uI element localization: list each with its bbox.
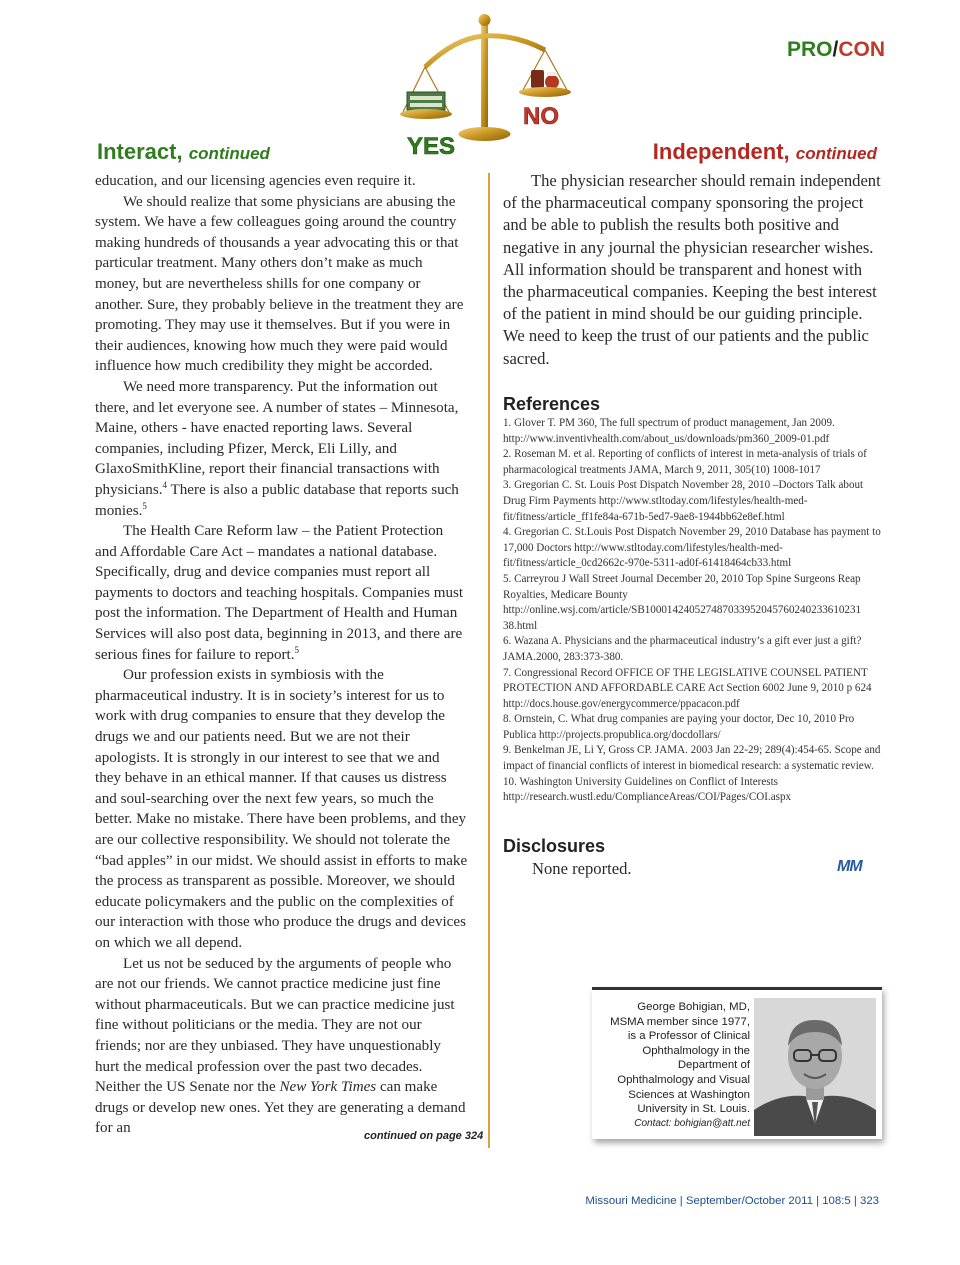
reference-item: 5. Carreyrou J Wall Street Journal December 20, 2010 Top Spine Surgeons Reap Royalties, Medicare Bounty http://online.wsj.com/article/SB100014240527487033952045760240233610231 38.html bbox=[503, 572, 862, 632]
reference-item: 10. Washington University Guidelines on Conflict of Interests http://research.wustl.edu/ComplianceAreas/COI/Pages/COI.aspx bbox=[503, 775, 792, 804]
left-paragraph bbox=[95, 954, 468, 1139]
author-bio bbox=[602, 1000, 750, 1131]
no-label: NO bbox=[523, 103, 559, 130]
transparency-text-b: There is also a public database that reports such monies. bbox=[95, 481, 459, 519]
right-heading-continued: continued bbox=[795, 144, 877, 163]
last-text-b: can make drugs or develop new ones. Yet they are generating a demand for an bbox=[95, 1079, 466, 1137]
procon-banner bbox=[787, 38, 885, 62]
left-heading-continued: continued bbox=[188, 144, 270, 163]
footnote-marker: 4 bbox=[162, 479, 167, 490]
references-list bbox=[503, 416, 883, 806]
transparency-text-a: We need more transparency. Put the information out there, and let everyone see. A number of states – Minnesota, Maine, others - have enacted reporting laws. Several companies, including Pfizer, Merck, Eli Lilly, and GlaxoSmithKline, report their financial transactions with physicians. bbox=[95, 378, 459, 498]
newspaper-title: New York Times bbox=[279, 1079, 377, 1096]
left-heading-title: Interact, bbox=[97, 139, 183, 164]
left-paragraph: We should realize that some physicians are abusing the system. We have a few colleagues going around the country making hundreds of thousands a year advocating this or that particular treatment. Many others don’t make as much money, but are nevertheless shills for one company or another. Sure, they probably believe in the treatment they are promoting. They may use it themselves. But if you were in their audiences, knowing how much they were paid would influence how much credibility they might be accorded. bbox=[95, 193, 464, 375]
author-bio-text: George Bohigian, MD, MSMA member since 1977, is a Professor of Clinical Ophthalmology in the Department of Ophthalmology and Visual Sciences at Washington University in St. Louis. bbox=[610, 1001, 750, 1116]
right-heading-title: Independent, bbox=[652, 139, 790, 164]
disclosures-text: None reported. bbox=[532, 859, 632, 878]
author-bio-box bbox=[592, 987, 882, 1139]
last-text-a: Let us not be seduced by the arguments of people who are not our friends. We cannot practice medicine just fine without pharmaceuticals. But we can practice medicine just fine without politicians or the media. They are not our friends; nor are they unbiased. They have unquestionably hurt the medical profession over the past two decades. Neither the US Senate nor the bbox=[95, 955, 455, 1096]
mm-logo-icon: MM bbox=[837, 858, 862, 875]
left-paragraph: education, and our licensing agencies even require it. bbox=[95, 173, 416, 189]
reference-item: 1. Glover T. PM 360, The full spectrum of product management, Jan 2009. http://www.inventivhealth.com/about_us/downloads/pm360_2009-01.pdf bbox=[503, 417, 835, 445]
left-column-text bbox=[95, 171, 468, 1139]
con-label: CON bbox=[838, 38, 885, 61]
reference-item: 3. Gregorian C. St. Louis Post Dispatch November 28, 2010 –Doctors Talk about Drug Firm Payments http://www.stltoday.com/lifestyles/health-med-fit/fitness/article_ff1fe84a-671b-5ed7-9ae8-1944bb62e8ef.html bbox=[503, 479, 864, 523]
right-column-text bbox=[503, 170, 883, 370]
column-divider bbox=[488, 173, 490, 1148]
left-paragraph bbox=[95, 521, 468, 665]
pro-label: PRO bbox=[786, 38, 833, 61]
author-contact: Contact: bohigian@att.net bbox=[634, 1117, 750, 1129]
footnote-marker: 5 bbox=[294, 644, 300, 655]
left-column-heading bbox=[97, 139, 270, 165]
author-portrait-icon bbox=[754, 998, 876, 1136]
right-paragraph: The physician researcher should remain independent of the pharmaceutical company sponsoring the project and be able to publish the results both positive and negative in any journal the physician researcher wishes. All information should be transparent and honest with the pharmaceutical companies. Keeping the best interest of the patient in mind should be our guiding principle. We need to keep the trust of our patients and the public sacred. bbox=[503, 171, 881, 368]
left-paragraph bbox=[95, 377, 468, 521]
yes-label: YES bbox=[407, 133, 456, 160]
disclosures-heading: Disclosures bbox=[503, 836, 606, 856]
references-heading: References bbox=[503, 394, 601, 414]
reference-item: 8. Ornstein, C. What drug companies are paying your doctor, Dec 10, 2010 Pro Publica http://projects.propublica.org/docdollars/ bbox=[503, 713, 855, 741]
footnote-marker: 5 bbox=[142, 500, 147, 511]
page-footer: Missouri Medicine | September/October 2011 | 108:5 | 323 bbox=[585, 1195, 879, 1207]
left-paragraph: Our profession exists in symbiosis with the pharmaceutical industry. It is in society’s interest for us to work with drug companies to ensure that they develop the drugs we and our patients need. But we are not their apologists. It is strongly in our interest to see that we and they behave in an ethical manner. If that causes us distress and soul-searching over the next few years, so much the better. Make no mistake. There have been problems, and they are our collective responsibility. We should not tolerate the “bad apples” in our midst. We should assist in efforts to make the process as transparent as possible. Moreover, we should educate policymakers and the public on the complexities of our interaction with those who produce the drugs and devices on which we all depend. bbox=[95, 667, 468, 951]
reference-item: 6. Wazana A. Physicians and the pharmaceutical industry’s a gift ever just a gift? JAMA.2000, 283:373-380. bbox=[503, 635, 862, 663]
continued-on-note: continued on page 324 bbox=[364, 1130, 484, 1142]
reference-item: 9. Benkelman JE, Li Y, Gross CP. JAMA. 2003 Jan 22-29; 289(4):454-65. Scope and impact of financial conflicts of interest in biomedical research: a systematic review. bbox=[503, 744, 881, 773]
reference-item: 4. Gregorian C. St.Louis Post Dispatch November 29, 2010 Database has payment to 17,000 Doctors http://www.stltoday.com/lifestyles/health-med-fit/fitness/article_0cd2662c-970e-5311-ad0f-61418464cb33.html bbox=[503, 526, 881, 570]
reform-text: The Health Care Reform law – the Patient Protection and Affordable Care Act – mandates a national database. Specifically, drug and device companies must report all payments to doctors and teaching hospitals. Companies must post the information. The Department of Health and Human Services will also post data, beginning in 2013, and there are serious fines for failure to report. bbox=[95, 523, 464, 663]
reference-item: 7. Congressional Record OFFICE OF THE LEGISLATIVE COUNSEL PATIENT PROTECTION AND AFFORDABLE CARE Act Section 6002 June 9, 2010 p 624 http://docs.house.gov/energycommerce/ppacacon.pdf bbox=[503, 666, 872, 710]
balance-scale-icon bbox=[395, 12, 575, 160]
right-column-heading bbox=[653, 139, 877, 165]
slash-label: / bbox=[832, 38, 839, 61]
reference-item: 2. Roseman M. et al. Reporting of conflicts of interest in meta-analysis of trials of pharmacological treatments JAMA, March 9, 2011, 305(10) 1008-1017 bbox=[503, 448, 867, 476]
